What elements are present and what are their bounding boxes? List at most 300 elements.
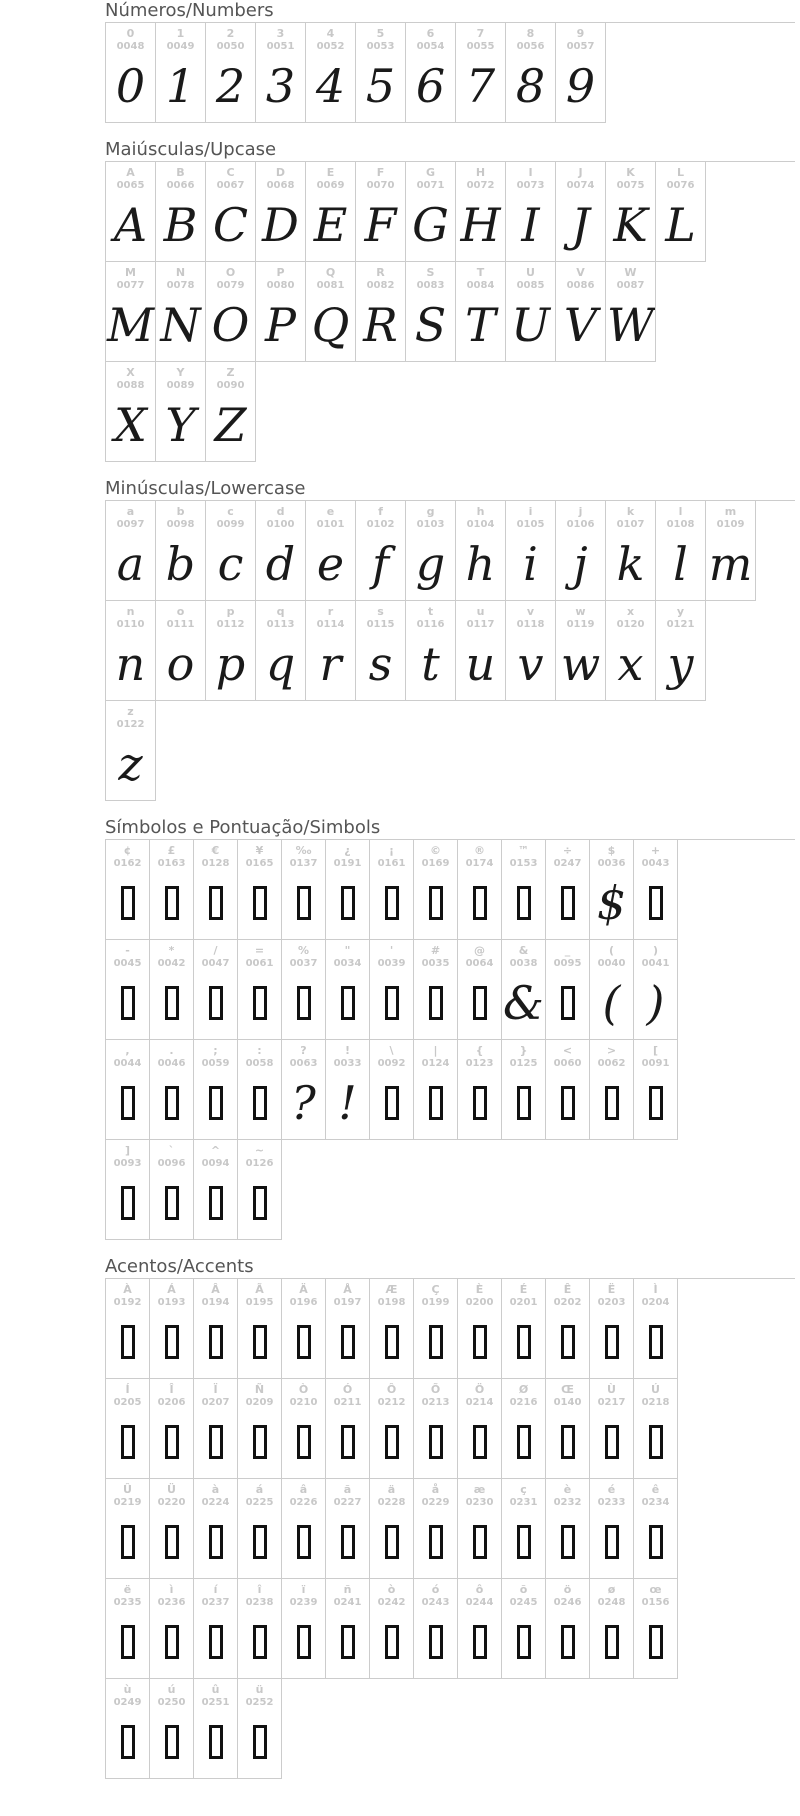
glyph-preview: f	[371, 537, 390, 591]
character-label: À	[123, 1283, 132, 1296]
character-code: 0034	[333, 958, 362, 969]
character-label: Ö	[474, 1383, 485, 1396]
character-code: 0238	[245, 1597, 274, 1608]
character-code: 0217	[597, 1397, 626, 1408]
missing-glyph-box	[150, 1072, 193, 1134]
missing-glyph-box	[282, 972, 325, 1034]
character-label: z	[127, 705, 134, 718]
glyph-preview: m	[708, 537, 753, 591]
glyph-cell	[238, 1140, 282, 1240]
character-code: 0048	[116, 41, 145, 52]
glyph-cell	[238, 1679, 282, 1779]
character-label: Û	[123, 1483, 132, 1496]
character-code: 0040	[597, 958, 626, 969]
glyph-cell	[326, 1279, 370, 1379]
glyph-preview: )	[646, 976, 665, 1030]
missing-glyph-box	[458, 1072, 501, 1134]
glyph-cell	[414, 1279, 458, 1379]
missing-glyph-box	[414, 1611, 457, 1673]
glyph-preview: x	[617, 637, 644, 691]
section-spacer	[105, 801, 795, 817]
character-label: s	[377, 605, 384, 618]
glyph-preview: l	[673, 537, 688, 591]
character-code: 0051	[266, 41, 295, 52]
character-label: n	[126, 605, 135, 618]
character-code: 0174	[465, 858, 494, 869]
glyph-cell	[150, 1479, 194, 1579]
glyph-cell	[306, 262, 356, 362]
character-label: å	[431, 1483, 440, 1496]
character-label: 2	[226, 27, 235, 40]
character-label: j	[578, 505, 583, 518]
glyph-preview: q	[265, 637, 296, 691]
character-label: 8	[526, 27, 535, 40]
character-label: î	[257, 1583, 262, 1596]
character-code: 0220	[157, 1497, 186, 1508]
missing-glyph-box	[238, 872, 281, 934]
character-code: 0068	[266, 180, 295, 191]
missing-glyph-box	[458, 1311, 501, 1373]
missing-glyph-box	[238, 1511, 281, 1573]
glyph-preview: s	[368, 637, 393, 691]
character-label: %	[297, 944, 310, 957]
character-code: 0114	[316, 619, 345, 630]
glyph-row	[105, 839, 795, 940]
glyph-cell	[556, 601, 606, 701]
glyph-cell	[150, 1579, 194, 1679]
missing-glyph-box	[150, 872, 193, 934]
character-label: @	[474, 944, 485, 957]
character-label: Ø	[518, 1383, 529, 1396]
character-label: ø	[607, 1583, 616, 1596]
glyph-cell	[150, 1379, 194, 1479]
glyph-preview: O	[211, 298, 250, 352]
character-code: 0193	[157, 1297, 186, 1308]
character-label: V	[576, 266, 585, 279]
glyph-cell	[282, 1040, 326, 1140]
character-label: õ	[519, 1583, 528, 1596]
character-label: ,	[125, 1044, 130, 1057]
glyph-row	[105, 1040, 795, 1140]
character-label: Å	[343, 1283, 352, 1296]
character-code: 0162	[113, 858, 142, 869]
missing-glyph-box	[546, 1511, 589, 1573]
missing-glyph-box	[370, 972, 413, 1034]
missing-glyph-box	[238, 1411, 281, 1473]
glyph-cell	[590, 840, 634, 940]
glyph-preview: 8	[515, 59, 546, 113]
missing-glyph-box	[370, 872, 413, 934]
missing-glyph-box	[282, 872, 325, 934]
glyph-preview: &	[503, 976, 544, 1030]
glyph-cell	[356, 262, 406, 362]
missing-glyph-box	[414, 1311, 457, 1373]
character-code: 0035	[421, 958, 450, 969]
section-title: Números/Numbers	[105, 0, 274, 21]
missing-glyph-box	[590, 1511, 633, 1573]
missing-glyph-box	[326, 972, 369, 1034]
missing-glyph-box	[238, 1172, 281, 1234]
glyph-preview: W	[606, 298, 655, 352]
glyph-preview: $	[596, 876, 627, 930]
character-label: {	[475, 1044, 484, 1057]
character-label: ™	[518, 844, 529, 857]
character-label: t	[427, 605, 434, 618]
glyph-cell	[634, 840, 678, 940]
glyph-cell	[282, 1579, 326, 1679]
glyph-cell	[456, 23, 506, 123]
character-code: 0063	[289, 1058, 318, 1069]
glyph-cell	[326, 940, 370, 1040]
glyph-preview: 4	[315, 59, 346, 113]
missing-glyph-box	[194, 972, 237, 1034]
character-label: *	[168, 944, 175, 957]
character-code: 0111	[166, 619, 195, 630]
character-code: 0116	[416, 619, 445, 630]
character-code: 0088	[116, 380, 145, 391]
glyph-cell	[156, 362, 206, 462]
glyph-cell	[150, 1140, 194, 1240]
character-label: D	[275, 166, 286, 179]
character-label: ó	[431, 1583, 440, 1596]
character-label: Î	[169, 1383, 174, 1396]
missing-glyph-box	[194, 1711, 237, 1773]
section-spacer	[105, 462, 795, 478]
glyph-cell	[194, 1379, 238, 1479]
character-code: 0053	[366, 41, 395, 52]
glyph-preview: G	[412, 198, 449, 252]
glyph-cell	[546, 1379, 590, 1479]
character-code: 0046	[157, 1058, 186, 1069]
glyph-cell	[546, 1279, 590, 1379]
glyph-cell	[106, 1040, 150, 1140]
glyph-cell	[156, 162, 206, 262]
character-label: #	[430, 944, 441, 957]
missing-glyph-box	[194, 1172, 237, 1234]
missing-glyph-box	[150, 1172, 193, 1234]
glyph-row	[105, 262, 795, 362]
character-code: 0236	[157, 1597, 186, 1608]
glyph-cell	[326, 840, 370, 940]
glyph-preview: U	[511, 298, 550, 352]
character-code: 0112	[216, 619, 245, 630]
glyph-preview: p	[215, 637, 246, 691]
missing-glyph-box	[326, 872, 369, 934]
glyph-preview: 2	[215, 59, 246, 113]
character-code: 0115	[366, 619, 395, 630]
glyph-cell	[406, 162, 456, 262]
character-label: ô	[475, 1583, 484, 1596]
missing-glyph-box	[546, 1411, 589, 1473]
character-label: 3	[276, 27, 285, 40]
character-code: 0232	[553, 1497, 582, 1508]
missing-glyph-box	[634, 872, 677, 934]
section-title: Acentos/Accents	[105, 1256, 254, 1277]
character-code: 0070	[366, 180, 395, 191]
missing-glyph-box	[370, 1311, 413, 1373]
glyph-row	[105, 701, 795, 801]
glyph-preview: S	[414, 298, 447, 352]
glyph-cell	[502, 1040, 546, 1140]
character-label: l	[678, 505, 683, 518]
glyph-cell	[194, 1479, 238, 1579]
glyph-cell	[458, 1579, 502, 1679]
glyph-cell	[370, 840, 414, 940]
glyph-cell	[194, 1679, 238, 1779]
missing-glyph-box	[546, 1311, 589, 1373]
missing-glyph-box	[238, 1711, 281, 1773]
character-label: P	[276, 266, 285, 279]
character-code: 0128	[201, 858, 230, 869]
glyph-preview: J	[571, 198, 590, 252]
glyph-cell	[150, 1279, 194, 1379]
missing-glyph-box	[238, 1611, 281, 1673]
missing-glyph-box	[546, 972, 589, 1034]
missing-glyph-box	[150, 1411, 193, 1473]
glyph-row	[105, 500, 795, 601]
character-label: i	[528, 505, 533, 518]
glyph-cell	[656, 601, 706, 701]
character-label: g	[426, 505, 435, 518]
character-code: 0038	[509, 958, 538, 969]
glyph-preview: N	[160, 298, 201, 352]
character-code: 0069	[316, 180, 345, 191]
character-label: c	[227, 505, 234, 518]
character-code: 0214	[465, 1397, 494, 1408]
missing-glyph-box	[106, 1411, 149, 1473]
character-label: K	[626, 166, 635, 179]
glyph-preview: 6	[415, 59, 446, 113]
character-code: 0062	[597, 1058, 626, 1069]
glyph-cell	[546, 1040, 590, 1140]
missing-glyph-box	[370, 1511, 413, 1573]
character-code: 0045	[113, 958, 142, 969]
character-code: 0099	[216, 519, 245, 530]
missing-glyph-box	[634, 1511, 677, 1573]
character-code: 0230	[465, 1497, 494, 1508]
character-code: 0043	[641, 858, 670, 869]
glyph-preview: M	[106, 298, 155, 352]
glyph-cell	[502, 1379, 546, 1479]
character-code: 0078	[166, 280, 195, 291]
character-label: ©	[430, 844, 441, 857]
character-label: 5	[376, 27, 385, 40]
character-label: E	[326, 166, 335, 179]
character-code: 0153	[509, 858, 538, 869]
glyph-cell	[106, 601, 156, 701]
glyph-cell	[590, 1479, 634, 1579]
character-code: 0200	[465, 1297, 494, 1308]
glyph-preview: R	[363, 298, 398, 352]
glyph-cell	[106, 940, 150, 1040]
glyph-cell	[406, 23, 456, 123]
character-code: 0206	[157, 1397, 186, 1408]
character-code: 0039	[377, 958, 406, 969]
character-code: 0161	[377, 858, 406, 869]
character-label: Œ	[561, 1383, 574, 1396]
glyph-preview: H	[460, 198, 501, 252]
character-code: 0113	[266, 619, 295, 630]
character-code: 0033	[333, 1058, 362, 1069]
missing-glyph-box	[634, 1611, 677, 1673]
glyph-cell	[106, 1279, 150, 1379]
glyph-cell	[414, 1479, 458, 1579]
character-label: A	[126, 166, 135, 179]
character-code: 0216	[509, 1397, 538, 1408]
character-label: ê	[651, 1483, 660, 1496]
missing-glyph-box	[194, 1411, 237, 1473]
character-label: â	[299, 1483, 308, 1496]
glyph-row	[105, 1278, 795, 1379]
character-code: 0234	[641, 1497, 670, 1508]
character-label: 6	[426, 27, 435, 40]
glyph-preview: B	[163, 198, 198, 252]
section-spacer	[105, 123, 795, 139]
glyph-preview: d	[265, 537, 296, 591]
glyph-cell	[150, 1040, 194, 1140]
character-code: 0097	[116, 519, 145, 530]
glyph-cell	[206, 262, 256, 362]
character-label: m	[724, 505, 737, 518]
character-code: 0213	[421, 1397, 450, 1408]
character-label: "	[344, 944, 351, 957]
character-code: 0082	[366, 280, 395, 291]
glyph-preview: 5	[365, 59, 396, 113]
glyph-row	[105, 1140, 795, 1240]
character-label: \	[389, 1044, 394, 1057]
missing-glyph-box	[502, 1311, 545, 1373]
missing-glyph-box	[238, 1311, 281, 1373]
character-code: 0074	[566, 180, 595, 191]
character-label: ù	[123, 1683, 132, 1696]
character-code: 0122	[116, 719, 145, 730]
character-label: a	[126, 505, 135, 518]
glyph-cell	[194, 840, 238, 940]
character-label: k	[626, 505, 635, 518]
glyph-cell	[590, 1279, 634, 1379]
character-label: O	[225, 266, 236, 279]
character-label: ò	[387, 1583, 396, 1596]
character-label: Ü	[167, 1483, 176, 1496]
glyph-cell	[458, 1279, 502, 1379]
character-label: r	[327, 605, 334, 618]
character-label: €	[211, 844, 220, 857]
character-label: é	[607, 1483, 616, 1496]
character-label: v	[526, 605, 535, 618]
glyph-cell	[238, 1040, 282, 1140]
character-code: 0246	[553, 1597, 582, 1608]
character-label: Ò	[298, 1383, 309, 1396]
character-label: à	[211, 1483, 220, 1496]
glyph-preview: X	[114, 398, 147, 452]
character-code: 0061	[245, 958, 274, 969]
missing-glyph-box	[150, 1511, 193, 1573]
character-label: ú	[167, 1683, 176, 1696]
glyph-cell	[458, 1379, 502, 1479]
glyph-preview: 9	[565, 59, 596, 113]
glyph-cell	[206, 23, 256, 123]
character-code: 0108	[666, 519, 695, 530]
character-label: x	[626, 605, 635, 618]
character-code: 0081	[316, 280, 345, 291]
character-label: F	[376, 166, 385, 179]
character-code: 0091	[641, 1058, 670, 1069]
missing-glyph-box	[458, 1611, 501, 1673]
character-code: 0209	[245, 1397, 274, 1408]
character-label: Ó	[342, 1383, 353, 1396]
glyph-preview: 7	[465, 59, 496, 113]
character-code: 0205	[113, 1397, 142, 1408]
character-label: É	[519, 1283, 528, 1296]
glyph-cell	[306, 162, 356, 262]
glyph-cell	[606, 601, 656, 701]
glyph-preview: C	[212, 198, 249, 252]
missing-glyph-box	[194, 1611, 237, 1673]
glyph-cell	[370, 1479, 414, 1579]
character-label: W	[624, 266, 637, 279]
glyph-cell	[106, 840, 150, 940]
missing-glyph-box	[546, 872, 589, 934]
character-label: :	[257, 1044, 262, 1057]
character-label: í	[213, 1583, 218, 1596]
missing-glyph-box	[150, 1711, 193, 1773]
character-label: Á	[167, 1283, 176, 1296]
missing-glyph-box	[106, 872, 149, 934]
glyph-preview: D	[262, 198, 299, 252]
glyph-cell	[156, 23, 206, 123]
section-title: Símbolos e Pontuação/Simbols	[105, 817, 381, 838]
missing-glyph-box	[414, 1072, 457, 1134]
missing-glyph-box	[502, 1411, 545, 1473]
character-label: ã	[343, 1483, 352, 1496]
missing-glyph-box	[502, 1511, 545, 1573]
missing-glyph-box	[150, 972, 193, 1034]
missing-glyph-box	[458, 872, 501, 934]
glyph-cell	[256, 501, 306, 601]
character-code: 0237	[201, 1597, 230, 1608]
character-label: 9	[576, 27, 585, 40]
character-label: Ú	[651, 1383, 660, 1396]
character-label: f	[378, 505, 383, 518]
character-label: Ô	[386, 1383, 397, 1396]
character-code: 0101	[316, 519, 345, 530]
missing-glyph-box	[150, 1311, 193, 1373]
glyph-preview: j	[573, 537, 588, 591]
character-code: 0243	[421, 1597, 450, 1608]
character-code: 0121	[666, 619, 695, 630]
glyph-cell	[370, 1279, 414, 1379]
character-code: 0197	[333, 1297, 362, 1308]
missing-glyph-box	[370, 1411, 413, 1473]
glyph-cell	[634, 1379, 678, 1479]
glyph-cell	[458, 940, 502, 1040]
character-label: b	[176, 505, 185, 518]
section-spacer	[105, 1240, 795, 1256]
character-label: Ç	[431, 1283, 440, 1296]
missing-glyph-box	[106, 1072, 149, 1134]
character-label: 4	[326, 27, 335, 40]
character-label: w	[575, 605, 586, 618]
missing-glyph-box	[414, 972, 457, 1034]
character-label: ~	[254, 1144, 265, 1157]
glyph-cell	[506, 23, 556, 123]
glyph-preview: Y	[165, 398, 196, 452]
missing-glyph-box	[414, 872, 457, 934]
glyph-cell	[106, 162, 156, 262]
character-code: 0067	[216, 180, 245, 191]
character-code: 0100	[266, 519, 295, 530]
missing-glyph-box	[590, 1072, 633, 1134]
